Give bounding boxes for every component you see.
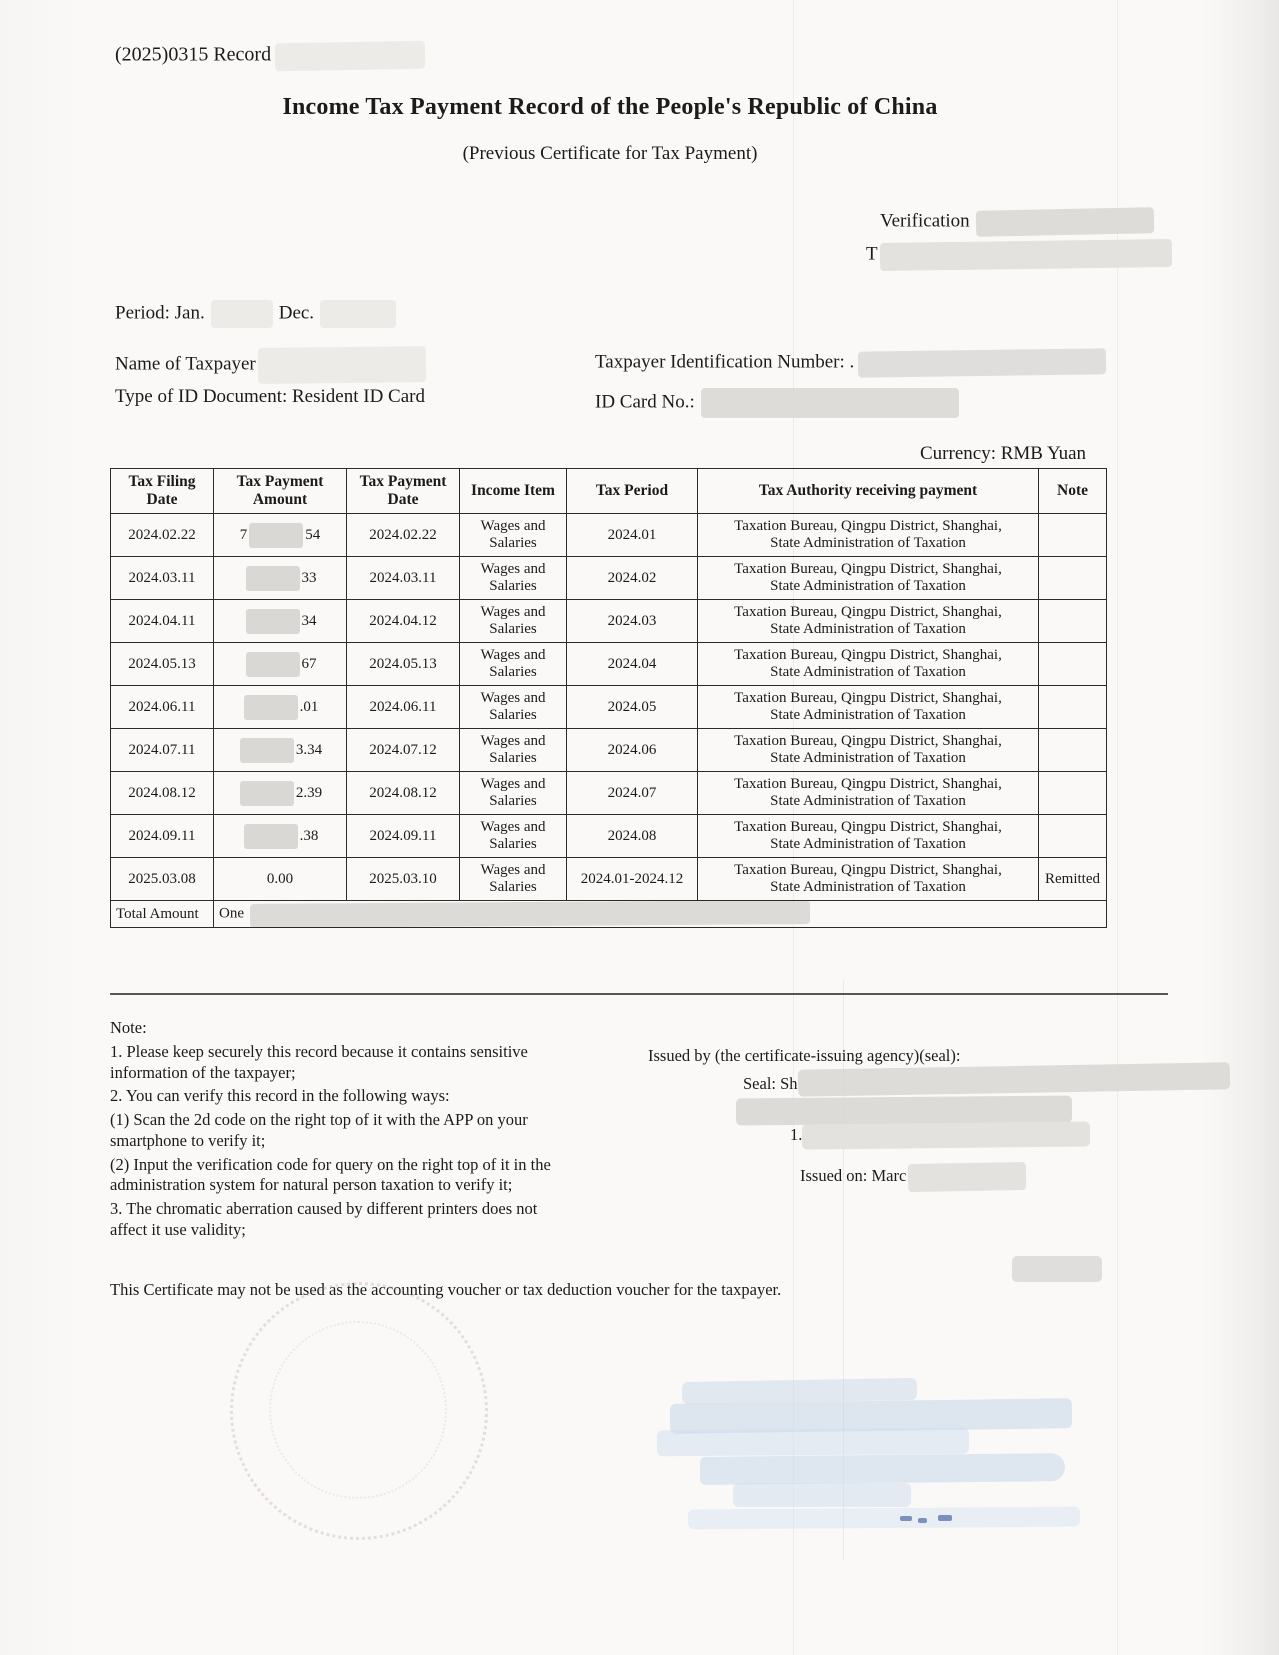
filing-date-cell: 2024.03.11 — [111, 557, 214, 600]
note-item: 2. You can verify this record in the following ways: — [110, 1086, 450, 1106]
verification-label: Verification — [880, 210, 970, 232]
document-title: Income Tax Payment Record of the People's Republic of China — [282, 94, 938, 120]
verification-line — [880, 209, 1154, 235]
tin-label: Taxpayer Identification Number: . — [595, 351, 855, 373]
header-cell-filing-date: Tax Filing Date — [111, 469, 214, 514]
tax-period-cell: 2024.03 — [567, 600, 698, 643]
authority-cell: Taxation Bureau, Qingpu District, Shanghai, State Administration of Taxation — [698, 514, 1039, 557]
total-amount-redaction — [250, 901, 810, 928]
authority-cell: Taxation Bureau, Qingpu District, Shanghai, State Administration of Taxation — [698, 557, 1039, 600]
amount-cell — [214, 557, 347, 600]
seal-name-redaction — [736, 1096, 1072, 1126]
currency-line: Currency: RMB Yuan — [920, 443, 1087, 464]
filing-date-cell: 2024.09.11 — [111, 815, 214, 858]
verification-line2-redaction — [879, 239, 1171, 271]
tax-period-cell: 2024.05 — [567, 686, 698, 729]
issued-by-line: Issued by (the certificate-issuing agency)(seal): — [648, 1046, 961, 1065]
amount-cell — [214, 772, 347, 815]
payment-date-cell: 2024.02.22 — [347, 514, 460, 557]
amount-visible-suffix: 33 — [301, 569, 317, 586]
payment-date-cell: 2024.05.13 — [347, 643, 460, 686]
table-row — [111, 772, 1107, 815]
income-item-cell: Wages and Salaries — [460, 600, 567, 643]
tax-period-cell: 2024.01 — [567, 514, 698, 557]
payment-date-cell: 2024.03.11 — [347, 557, 460, 600]
amount-redaction-blob — [249, 523, 303, 548]
tax-period-cell: 2024.04 — [567, 643, 698, 686]
period-label: Period: Jan. — [115, 302, 205, 324]
notes-heading: Note: — [110, 1018, 147, 1037]
amount-visible-suffix: 3.34 — [295, 741, 323, 758]
amount-cell — [214, 815, 347, 858]
period-start-redaction — [211, 300, 273, 328]
amount-visible-suffix: 2.39 — [295, 784, 323, 801]
table-row — [111, 858, 1107, 901]
verification-code-redaction — [975, 207, 1154, 237]
amount-cell: 0.00 — [214, 858, 347, 901]
note-item: 1. Please keep securely this record because it contains sensitive information of the taxpayer; — [110, 1041, 528, 1082]
id-number-line — [595, 388, 959, 418]
table-row — [111, 600, 1107, 643]
record-number-line — [115, 42, 425, 70]
filing-date-cell: 2024.02.22 — [111, 514, 214, 557]
amount-redaction-blob — [240, 738, 294, 763]
record-number-redaction — [275, 41, 425, 72]
notes-section — [110, 1018, 638, 1244]
tin-redaction — [858, 348, 1106, 377]
record-number-text: (2025)0315 Record — [115, 43, 272, 66]
header-cell-note: Note — [1039, 469, 1107, 514]
disclaimer-text: This Certificate may not be used as the accounting voucher or tax deduction voucher for the taxpayer. — [110, 1280, 782, 1299]
amount-redaction-blob — [240, 781, 294, 806]
table-row — [111, 643, 1107, 686]
note-cell: Remitted — [1039, 858, 1107, 901]
note-item: 3. The chromatic aberration caused by different printers does not affect it use validity; — [110, 1199, 538, 1240]
note-cell — [1039, 643, 1107, 686]
tax-period-cell: 2024.02 — [567, 557, 698, 600]
amount-visible-suffix: 67 — [301, 655, 317, 672]
seal-name-redaction — [798, 1062, 1230, 1097]
amount-cell — [214, 686, 347, 729]
ink-remnant-mark — [918, 1518, 927, 1523]
taxpayer-name-redaction — [258, 346, 426, 384]
total-amount-label: Total Amount — [111, 901, 214, 928]
payment-date-cell: 2024.08.12 — [347, 772, 460, 815]
tax-period-cell: 2024.01-2024.12 — [567, 858, 698, 901]
ink-remnant-mark — [938, 1515, 952, 1521]
note-cell — [1039, 772, 1107, 815]
filing-date-cell: 2024.06.11 — [111, 686, 214, 729]
authority-cell: Taxation Bureau, Qingpu District, Shanghai, State Administration of Taxation — [698, 858, 1039, 901]
verification-line2-text: T — [866, 243, 878, 265]
amount-cell — [214, 600, 347, 643]
id-type-line: Type of ID Document: Resident ID Card — [115, 386, 425, 407]
table-row — [111, 729, 1107, 772]
taxpayer-name-label: Name of Taxpayer — [115, 353, 256, 375]
amount-cell — [214, 514, 347, 557]
income-item-cell: Wages and Salaries — [460, 858, 567, 901]
authority-cell: Taxation Bureau, Qingpu District, Shanghai, State Administration of Taxation — [698, 686, 1039, 729]
issuer-line3-visible: 1. — [790, 1125, 803, 1144]
issuer-line3-redaction — [802, 1121, 1090, 1149]
note-cell — [1039, 557, 1107, 600]
ink-remnant-mark — [900, 1516, 912, 1521]
header-cell-authority: Tax Authority receiving payment — [698, 469, 1039, 514]
amount-cell — [214, 729, 347, 772]
amount-redaction-blob — [244, 695, 298, 720]
tax-period-cell: 2024.06 — [567, 729, 698, 772]
taxpayer-name-line — [115, 347, 426, 383]
tax-period-cell: 2024.07 — [567, 772, 698, 815]
issued-on-visible: Issued on: Marc — [800, 1165, 907, 1185]
table-row — [111, 686, 1107, 729]
tin-line — [595, 350, 1106, 376]
period-end-redaction — [320, 300, 396, 328]
redaction-blob-blue — [700, 1453, 1065, 1485]
income-item-cell: Wages and Salaries — [460, 557, 567, 600]
note-item: (2) Input the verification code for query on the right top of it in the administration system for natural person taxation to verify it; — [110, 1154, 551, 1195]
issued-on-line — [800, 1163, 1026, 1191]
filing-date-cell: 2024.07.11 — [111, 729, 214, 772]
header-cell-income-item: Income Item — [460, 469, 567, 514]
amount-visible-suffix: .38 — [299, 827, 319, 844]
payment-date-cell: 2024.09.11 — [347, 815, 460, 858]
note-cell — [1039, 815, 1107, 858]
section-divider — [110, 993, 1168, 995]
period-dec-label: Dec. — [278, 302, 315, 324]
amount-redaction-blob — [244, 824, 298, 849]
table-header-row — [111, 469, 1107, 514]
table-row — [111, 557, 1107, 600]
id-number-redaction — [701, 388, 959, 418]
income-item-cell: Wages and Salaries — [460, 514, 567, 557]
table-row — [111, 514, 1107, 557]
authority-cell: Taxation Bureau, Qingpu District, Shanghai, State Administration of Taxation — [698, 772, 1039, 815]
id-number-label: ID Card No.: — [595, 391, 695, 413]
total-amount-visible: One — [219, 905, 244, 922]
redaction-blob-blue — [733, 1483, 911, 1507]
amount-visible-suffix: .01 — [299, 698, 319, 715]
income-item-cell: Wages and Salaries — [460, 686, 567, 729]
authority-cell: Taxation Bureau, Qingpu District, Shanghai, State Administration of Taxation — [698, 729, 1039, 772]
authority-cell: Taxation Bureau, Qingpu District, Shanghai, State Administration of Taxation — [698, 815, 1039, 858]
total-amount-value-cell — [214, 901, 1107, 928]
header-cell-tax-period: Tax Period — [567, 469, 698, 514]
payment-date-cell: 2025.03.10 — [347, 858, 460, 901]
payment-date-cell: 2024.06.11 — [347, 686, 460, 729]
authority-cell: Taxation Bureau, Qingpu District, Shanghai, State Administration of Taxation — [698, 600, 1039, 643]
income-item-cell: Wages and Salaries — [460, 815, 567, 858]
payment-date-cell: 2024.07.12 — [347, 729, 460, 772]
note-cell — [1039, 514, 1107, 557]
note-item: (1) Scan the 2d code on the right top of it with the APP on your smartphone to verify it; — [110, 1110, 528, 1150]
period-line — [115, 300, 396, 328]
filing-date-cell: 2024.04.11 — [111, 600, 214, 643]
header-cell-amount: Tax Payment Amount — [214, 469, 347, 514]
amount-visible-suffix: 54 — [305, 526, 321, 543]
amount-redaction-blob — [246, 652, 300, 677]
amount-redaction-blob — [246, 566, 300, 591]
seal-line: Seal: Sh — [743, 1074, 798, 1093]
amount-cell — [214, 643, 347, 686]
tax-payment-table — [110, 468, 1107, 928]
amount-visible-prefix: 7 — [239, 526, 248, 543]
table-row — [111, 815, 1107, 858]
note-cell — [1039, 686, 1107, 729]
income-item-cell: Wages and Salaries — [460, 729, 567, 772]
filing-date-cell: 2025.03.08 — [111, 858, 214, 901]
filing-date-cell: 2024.08.12 — [111, 772, 214, 815]
income-item-cell: Wages and Salaries — [460, 643, 567, 686]
redaction-blob-blue — [657, 1428, 969, 1457]
total-amount-row — [111, 901, 1107, 928]
note-cell — [1039, 600, 1107, 643]
amount-redaction-blob — [246, 609, 300, 634]
header-cell-payment-date: Tax Payment Date — [347, 469, 460, 514]
amount-visible-suffix: 34 — [301, 612, 317, 629]
redaction-blob-blue — [688, 1507, 1080, 1530]
filing-date-cell: 2024.05.13 — [111, 643, 214, 686]
income-item-cell: Wages and Salaries — [460, 772, 567, 815]
notary-stamp-watermark — [230, 1282, 488, 1540]
note-cell — [1039, 729, 1107, 772]
issued-on-redaction — [908, 1162, 1026, 1192]
margin-redaction — [1012, 1256, 1102, 1282]
notary-stamp-inner-ring — [269, 1321, 447, 1499]
verification-line-2 — [866, 241, 1172, 269]
document-subtitle: (Previous Certificate for Tax Payment) — [462, 143, 758, 164]
authority-cell: Taxation Bureau, Qingpu District, Shanghai, State Administration of Taxation — [698, 643, 1039, 686]
payment-date-cell: 2024.04.12 — [347, 600, 460, 643]
tax-period-cell: 2024.08 — [567, 815, 698, 858]
